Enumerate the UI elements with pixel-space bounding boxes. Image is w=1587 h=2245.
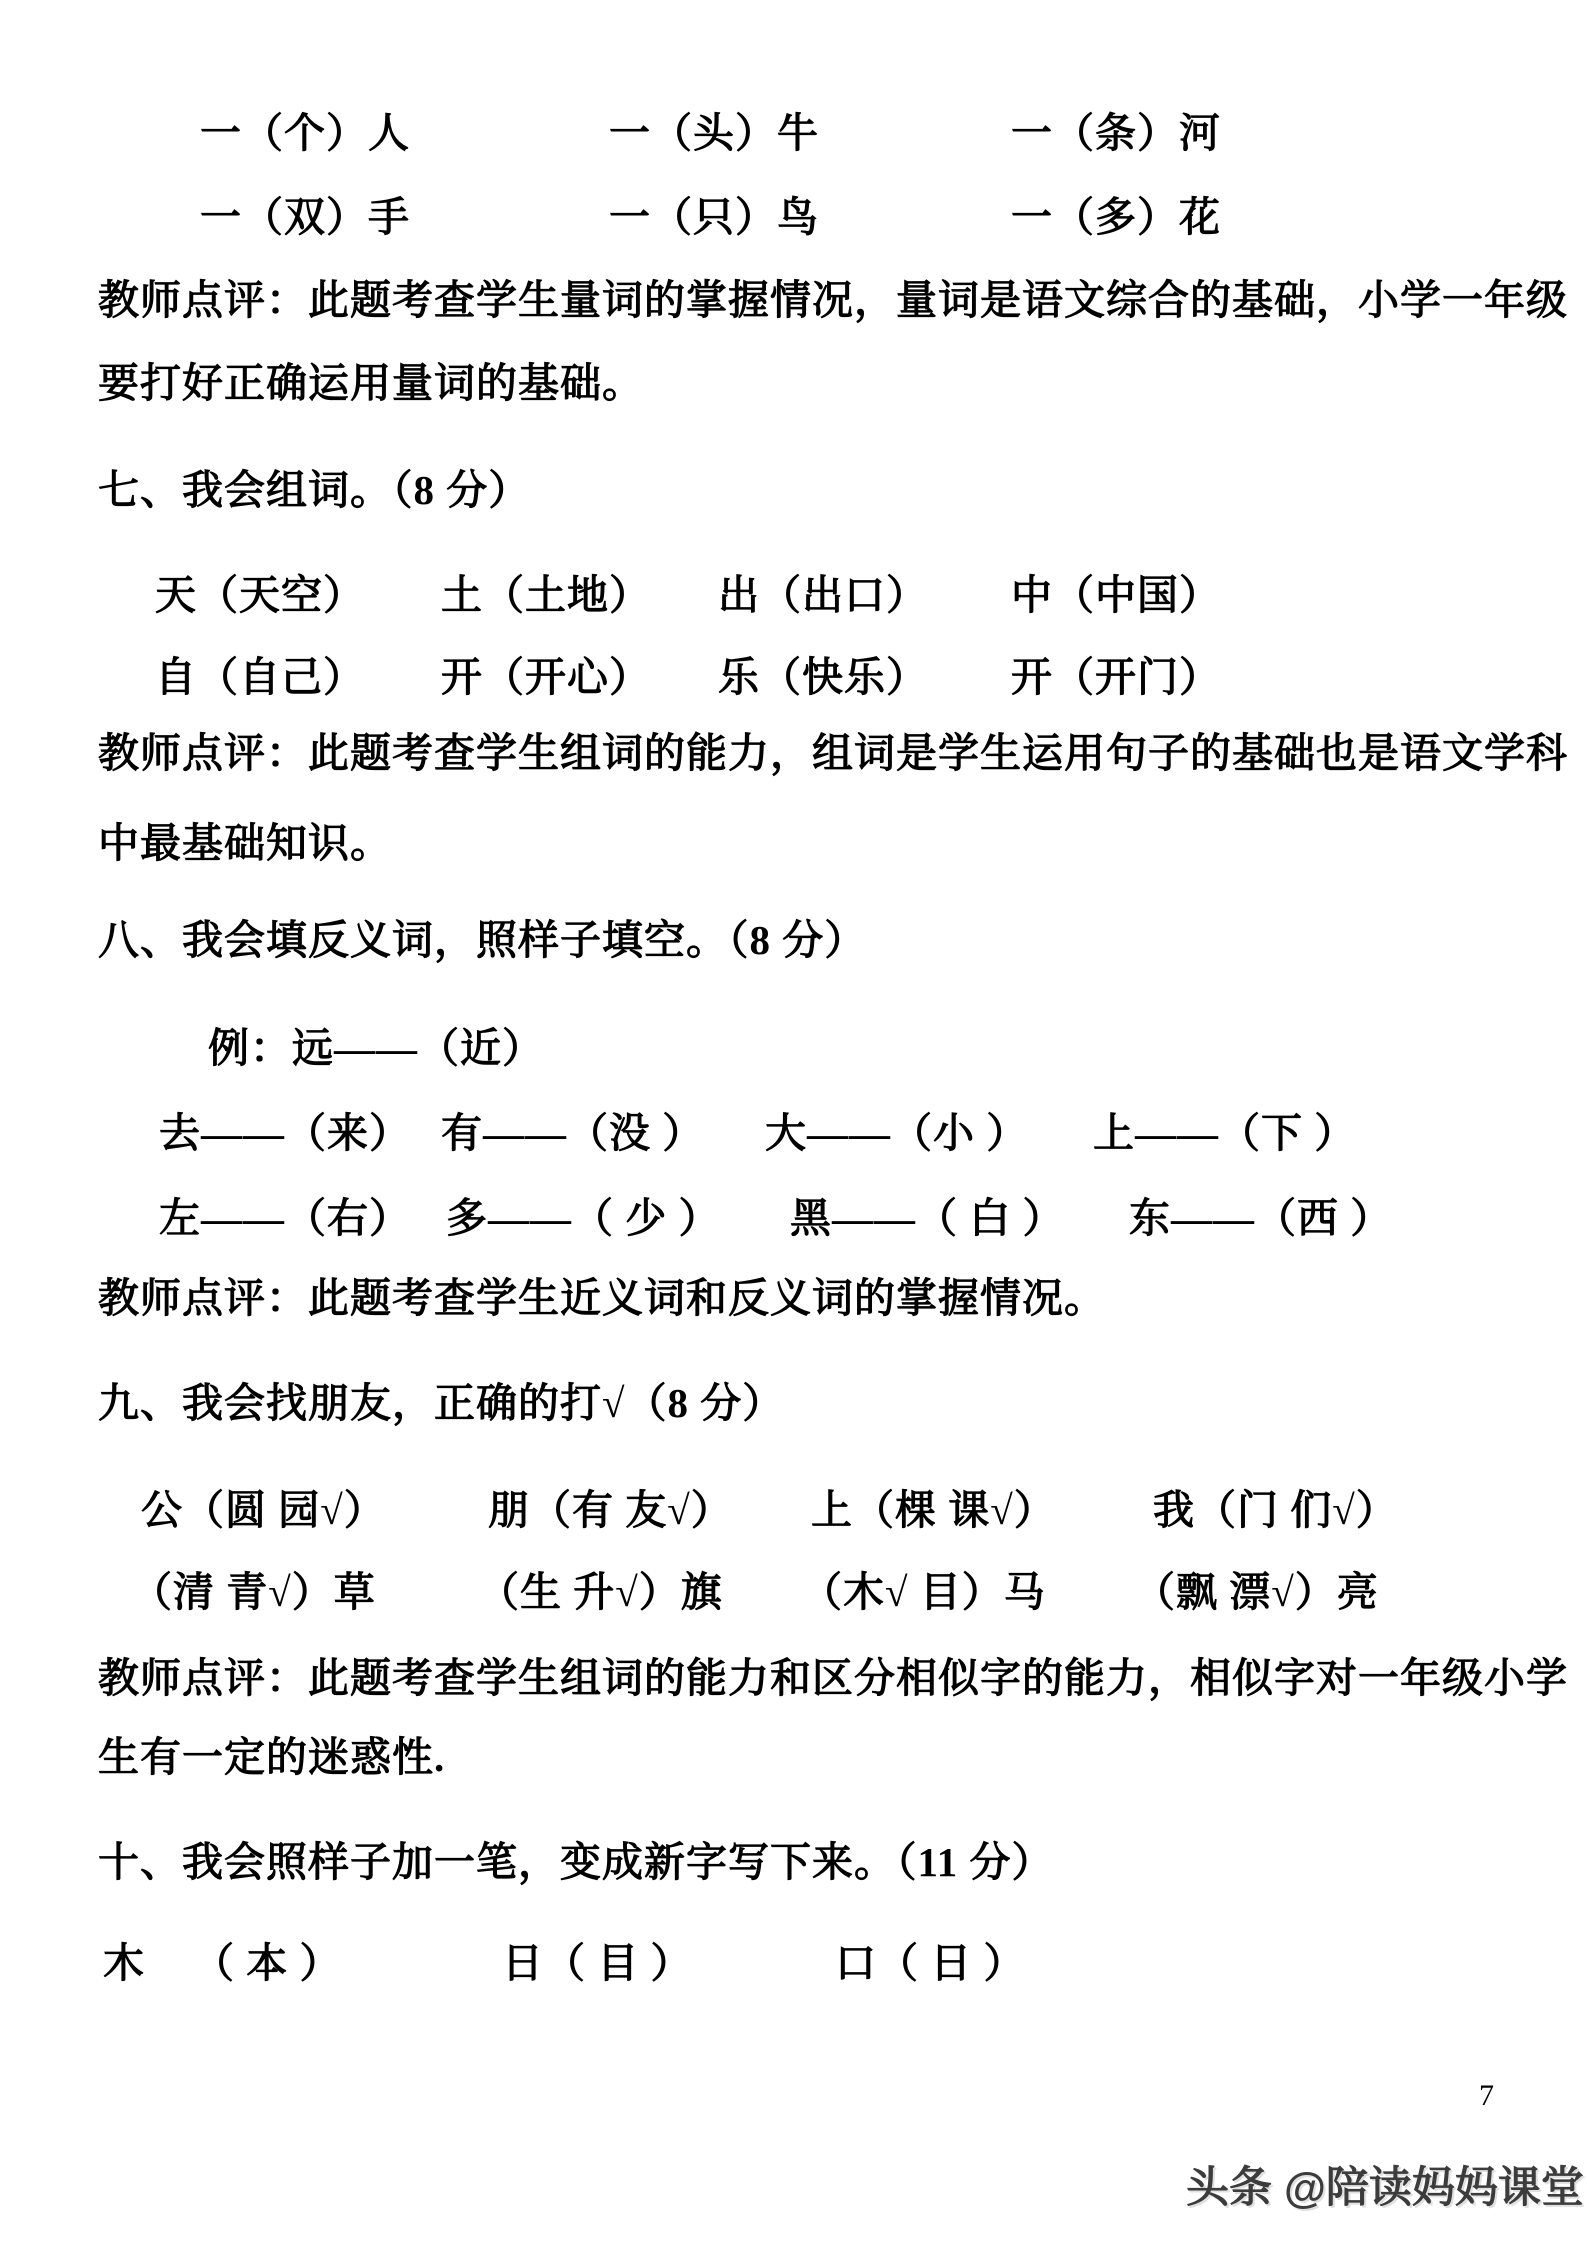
antonym-item: 有——（没 ） [441, 1110, 705, 1156]
choice-item: 我（门 们√） [1153, 1487, 1398, 1533]
word-item: 天（天空） [155, 572, 365, 618]
choice-item: （木√ 目）马 [801, 1569, 1046, 1615]
quantifier-item: 一（多）花 [1011, 194, 1221, 240]
choice-item: （飘 漂√）亮 [1134, 1569, 1379, 1615]
teacher-comment: 教师点评：此题考查学生组词的能力和区分相似字的能力，相似字对一年级小学 [98, 1655, 1568, 1701]
teacher-comment: 教师点评：此题考查学生组词的能力，组词是学生运用句子的基础也是语文学科 [98, 730, 1568, 776]
antonym-item: 上——（下 ） [1093, 1110, 1357, 1156]
choice-item: 朋（有 友√） [488, 1487, 733, 1533]
word-item: 出（出口） [718, 572, 928, 618]
antonym-item: 多——（ 少 ） [446, 1195, 721, 1241]
teacher-comment: 要打好正确运用量词的基础。 [98, 360, 644, 406]
add-stroke-item: 口（ 日 ） [835, 1940, 1026, 1986]
page-number: 7 [1479, 2079, 1494, 2112]
word-item: 乐（快乐） [718, 654, 928, 700]
word-item: 自（自己） [155, 654, 365, 700]
section-9-title: 九、我会找朋友，正确的打√（8 分） [98, 1380, 785, 1426]
choice-item: 公（圆 园√） [141, 1487, 386, 1533]
word-item: 土（土地） [441, 572, 651, 618]
antonym-item: 东——（西 ） [1129, 1195, 1393, 1241]
add-stroke-item: 日（ 目 ） [502, 1940, 693, 1986]
teacher-comment: 教师点评：此题考查学生近义词和反义词的掌握情况。 [98, 1275, 1106, 1321]
watermark: 头条 @陪读妈妈课堂 [1186, 2164, 1584, 2212]
teacher-comment: 教师点评：此题考查学生量词的掌握情况，量词是语文综合的基础，小学一年级 [98, 277, 1568, 323]
antonym-item: 去——（来） [159, 1110, 411, 1156]
antonym-item: 黑——（ 白 ） [790, 1195, 1065, 1241]
antonym-item: 大——（小 ） [765, 1110, 1029, 1156]
section-8-title: 八、我会填反义词，照样子填空。（8 分） [98, 917, 867, 963]
choice-item: （清 青√）草 [131, 1569, 376, 1615]
quantifier-item: 一（条）河 [1011, 110, 1221, 156]
quantifier-item: 一（双）手 [200, 194, 410, 240]
word-item: 开（开门） [1011, 654, 1221, 700]
teacher-comment: 生有一定的迷惑性. [98, 1734, 446, 1780]
word-item: 开（开心） [441, 654, 651, 700]
teacher-comment: 中最基础知识。 [98, 820, 392, 866]
antonym-item: 左——（右） [159, 1195, 411, 1241]
antonym-example: 例：远——（近） [208, 1025, 544, 1071]
add-stroke-item: （ 本 ） [193, 1940, 342, 1986]
section-7-title: 七、我会组词。（8 分） [98, 467, 531, 513]
quantifier-item: 一（个）人 [200, 110, 410, 156]
section-10-title: 十、我会照样子加一笔，变成新字写下来。（11 分） [98, 1839, 1054, 1885]
choice-item: （生 升√）旗 [478, 1569, 723, 1615]
word-item: 中（中国） [1011, 572, 1221, 618]
choice-item: 上（棵 课√） [811, 1487, 1056, 1533]
quantifier-item: 一（头）牛 [609, 110, 819, 156]
add-stroke-item: 木 [103, 1940, 145, 1986]
quantifier-item: 一（只）鸟 [609, 194, 819, 240]
